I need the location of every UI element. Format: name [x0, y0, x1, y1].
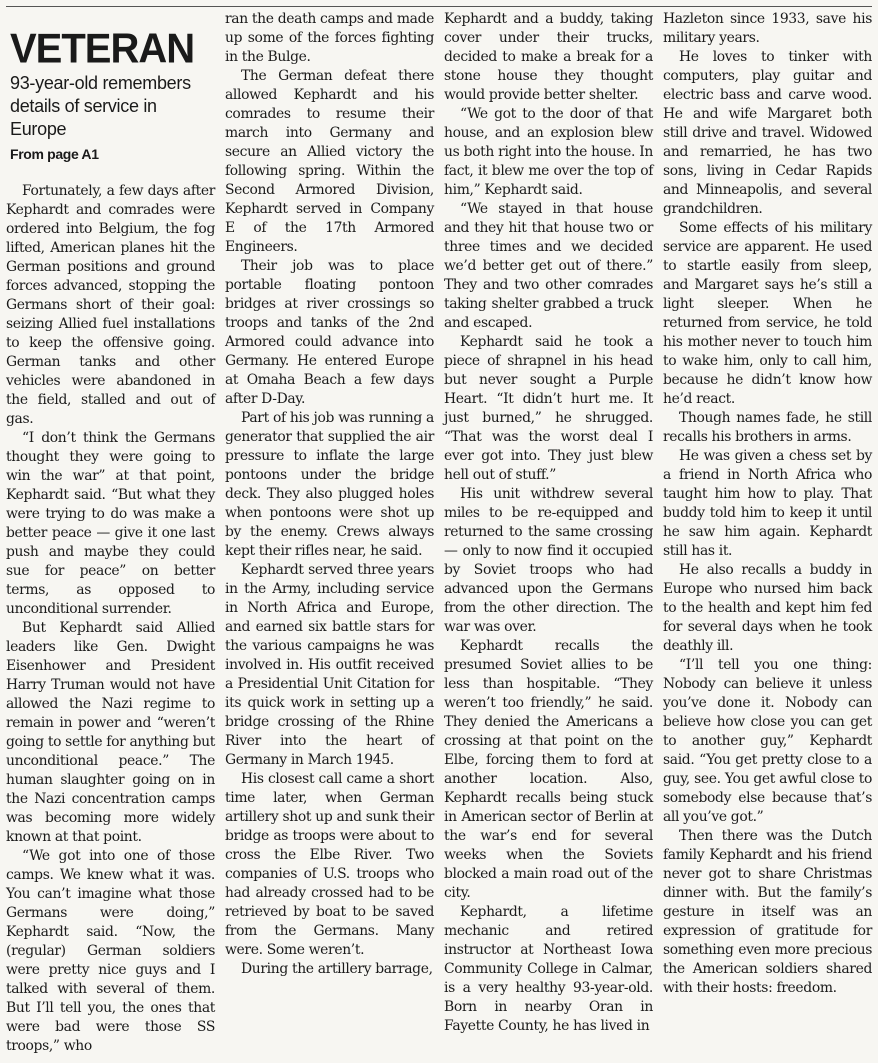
paragraph: “I’ll tell you one thing: Nobody can believe it unless you’ve done it. Nobody can believe how close you can get to another guy,” Kephardt said. “You get pretty close to a guy, see. You get awful close to somebody else because that’s all you’ve got.”: [663, 657, 872, 825]
paragraph: He also recalls a buddy in Europe who nursed him back to the health and kept him fed for several days when he took deathly ill.: [663, 562, 872, 654]
subheadline: 93-year-old remembers details of service in Europe: [10, 73, 191, 139]
column-body: [225, 10, 434, 979]
paragraph: “We stayed in that house and they hit that house two or three times and we decided we’d better get out of there.” They and two other comrades taking shelter grabbed a truck and escaped.: [444, 201, 653, 331]
paragraph: His closest call came a short time later, when German artillery shot up and sunk their bridge as troops were about to cross the Elbe River. Two companies of U.S. troops who had already crossed had to be retrieved by boat to be saved from the Germans. Many were. Some weren’t.: [225, 771, 434, 958]
paragraph: “We got into one of those camps. We knew what it was. You can’t imagine what those Germans were doing,” Kephardt said. “Now, the (regular) German soldiers were pretty nice guys and I talked with several of them. But I’ll tell you, the ones that were bad were those SS troops,” who: [6, 848, 215, 1054]
paragraph: Kephardt served three years in the Army, including service in North Africa and Europe, and earned six battle stars for the various campaigns he was involved in. His outfit received a Presidential Unit Citation for its quick work in setting up a bridge crossing of the Rhine River into the heart of Germany in March 1945.: [225, 562, 434, 768]
paragraph: Kephardt, a lifetime mechanic and retired instructor at Northeast Iowa Community College in Calmar, is a very healthy 93-year-old. Born in nearby Oran in Fayette County, he has lived in: [444, 904, 653, 1034]
column-body: [663, 10, 872, 998]
column-body: [444, 10, 653, 1036]
jump-line: From page A1: [10, 146, 99, 162]
paragraph: Kephardt recalls the presumed Soviet allies to be less than hospitable. “They weren’t too friendly,” he said. They denied the Americans a crossing at that point on the Elbe, forcing them to ford at another location. Also, Kephardt recalls being stuck in American sector of Berlin at the war’s end for several weeks when the Soviets blocked a main road out of the city.: [444, 638, 653, 901]
paragraph: The German defeat there allowed Kephardt and his comrades to resume their march into Germany and secure an Allied victory the following spring. Within the Second Armored Division, Kephardt served in Company E of the 17th Armored Engineers.: [225, 68, 434, 255]
column-4: [663, 10, 872, 1056]
paragraph: He was given a chess set by a friend in North Africa who taught him how to play. That buddy told him to keep it until he saw him again. Kephardt still has it.: [663, 448, 872, 559]
column-body: [6, 182, 215, 1056]
column-2: [225, 10, 434, 1056]
paragraph: ran the death camps and made up some of the forces fighting in the Bulge.: [225, 11, 434, 65]
paragraph: He loves to tinker with computers, play guitar and electric bass and carve wood. He and wife Margaret both still drive and travel. Widowed and remarried, he has two sons, living in Cedar Rapids and Minneapolis, and several grandchildren.: [663, 49, 872, 217]
article-columns: [6, 10, 872, 1056]
paragraph: Some effects of his military service are apparent. He used to startle easily from sleep, and Margaret says he’s still a light sleeper. When he returned from service, he told his mother never to touch him to wake him, only to call him, because he didn’t know how he’d react.: [663, 220, 872, 407]
paragraph: Fortunately, a few days after Kephardt and comrades were ordered into Belgium, the fog lifted, American planes hit the German positions and ground forces advanced, stopping the Germans short of their goal: seizing Allied fuel installations to keep the offensive going. German tanks and other vehicles were abandoned in the field, stalled and out of gas.: [6, 183, 215, 427]
paragraph: Kephardt and a buddy, taking cover under their trucks, decided to make a break for a stone house they thought would provide better shelter.: [444, 11, 653, 103]
paragraph: Though names fade, he still recalls his brothers in arms.: [663, 410, 872, 445]
paragraph: Kephardt said he took a piece of shrapnel in his head but never sought a Purple Heart. “It didn’t hurt me. It just burned,” he shrugged. “That was the worst deal I ever got into. They just blew hell out of stuff.”: [444, 334, 653, 483]
column-3: [444, 10, 653, 1056]
paragraph: During the artillery barrage,: [241, 961, 433, 977]
top-rule: [6, 6, 872, 7]
headline: VETERAN: [10, 25, 195, 73]
paragraph: Hazleton since 1933, save his military years.: [663, 11, 872, 46]
paragraph: Then there was the Dutch family Kephardt and his friend never got to share Christmas dinner with. But the family’s gesture in itself was an expression of gratitude for something even more precious the American soldiers shared with their hosts: freedom.: [663, 828, 872, 996]
paragraph: “We got to the door of that house, and an explosion blew us both right into the house. In fact, it blew me over the top of him,” Kephardt said.: [444, 106, 653, 198]
paragraph: Their job was to place portable floating pontoon bridges at river crossings so troops and tanks of the 2nd Armored could advance into Germany. He entered Europe at Omaha Beach a few days after D-Day.: [225, 258, 434, 407]
paragraph: “I don’t think the Germans thought they were going to win the war” at that point, Kephardt said. “But what they were trying to do was make a better peace — give it one last push and maybe they could sue for peace” on better terms, as opposed to unconditional surrender.: [6, 430, 215, 617]
column-1: [6, 10, 215, 1056]
paragraph: But Kephardt said Allied leaders like Gen. Dwight Eisenhower and President Harry Truman would not have allowed the Nazi regime to remain in power and “weren’t going to settle for anything but unconditional peace.” The human slaughter going on in the Nazi concentration camps was becoming more widely known at that point.: [6, 620, 215, 845]
paragraph: Part of his job was running a generator that supplied the air pressure to inflate the large pontoons under the bridge deck. They also plugged holes when pontoons were shot up by the enemy. Crews always kept their rifles near, he said.: [225, 410, 434, 559]
paragraph: His unit withdrew several miles to be re-equipped and returned to the same crossing — only to now find it occupied by Soviet troops who had advanced upon the Germans from the other direction. The war was over.: [444, 486, 653, 635]
